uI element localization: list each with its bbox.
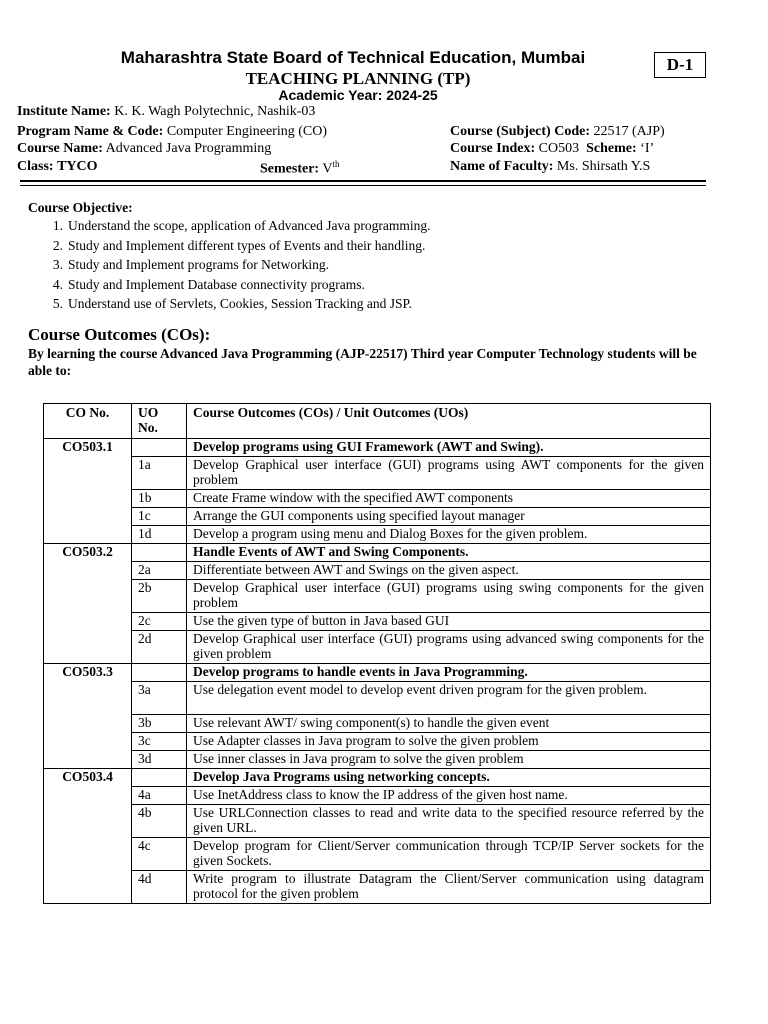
course-code-label: Course (Subject) Code: [450, 124, 590, 139]
semester-line [260, 159, 339, 178]
course-name-line [17, 141, 271, 157]
board-name: Maharashtra State Board of Technical Education, Mumbai [120, 48, 586, 67]
uo-text: Use URLConnection classes to read and write data to the specified resource referred by the given URL. [187, 805, 711, 838]
document-title: TEACHING PLANNING (TP) [245, 69, 471, 88]
header-divider-thin [20, 185, 706, 186]
co-number: CO503.4 [44, 769, 132, 904]
uo-number: 2d [132, 631, 187, 664]
uo-text: Develop Graphical user interface (GUI) programs using swing components for the given problem [187, 580, 711, 613]
uo-row [44, 613, 711, 631]
uo-number: 4d [132, 871, 187, 904]
uo-number: 4c [132, 838, 187, 871]
uo-text: Arrange the GUI components using specified layout manager [187, 508, 711, 526]
faculty-line [450, 159, 650, 175]
co-number: CO503.2 [44, 544, 132, 664]
uo-row [44, 526, 711, 544]
outcomes-table [43, 403, 711, 904]
objective-text: Study and Implement programs for Networking. [68, 257, 329, 272]
co-row [44, 769, 711, 787]
uo-row [44, 580, 711, 613]
uo-number: 3b [132, 715, 187, 733]
uo-number: 2a [132, 562, 187, 580]
faculty-value: Ms. Shirsath Y.S [556, 159, 651, 174]
co-number: CO503.1 [44, 439, 132, 544]
uo-row [44, 508, 711, 526]
objective-text: Study and Implement Database connectivity programs. [68, 276, 365, 292]
faculty-label: Name of Faculty: [450, 159, 554, 174]
course-index-line [450, 141, 654, 157]
course-index-label: Course Index: [450, 141, 536, 156]
course-name-value: Advanced Java Programming [105, 141, 272, 156]
uo-row [44, 631, 711, 664]
document-id-box: D-1 [654, 52, 706, 78]
program-line [17, 124, 327, 140]
objective-item: 2. Study and Implement different types of Events and their handling. [52, 237, 426, 253]
objective-text: Understand use of Servlets, Cookies, Session Tracking and JSP. [68, 296, 412, 311]
uo-text: Differentiate between AWT and Swings on the given aspect. [187, 562, 711, 580]
uo-number: 2b [132, 580, 187, 613]
objective-text: Understand the scope, application of Advanced Java programming. [68, 218, 431, 233]
objective-item: 4. Study and Implement Database connectivity programs. [52, 276, 365, 292]
outcomes-intro: By learning the course Advanced Java Programming (AJP-22517) Third year Computer Technology students will be able to: [28, 346, 697, 378]
institute-value: K. K. Wagh Polytechnic, Nashik-03 [114, 104, 316, 119]
course-code-value: 22517 (AJP) [593, 124, 665, 139]
table-header-row [44, 404, 711, 439]
uo-number: 3d [132, 751, 187, 769]
uo-row [44, 457, 711, 490]
col-uo-no: UO No. [132, 404, 187, 439]
uo-number: 2c [132, 613, 187, 631]
semester-value: V [322, 161, 333, 177]
header-divider-thick [20, 180, 706, 182]
co-row [44, 439, 711, 457]
uo-text: Develop a program using menu and Dialog Boxes for the given problem. [187, 526, 711, 544]
co-row [44, 544, 711, 562]
uo-number: 4b [132, 805, 187, 838]
institute-line [17, 104, 315, 120]
uo-number: 1d [132, 526, 187, 544]
academic-year: Academic Year: 2024-25 [278, 87, 438, 103]
uo-row [44, 751, 711, 769]
uo-number: 1b [132, 490, 187, 508]
program-value: Computer Engineering (CO) [166, 124, 327, 139]
uo-text: Use the given type of button in Java based GUI [187, 613, 711, 631]
co-title: Develop Java Programs using networking concepts. [187, 769, 711, 787]
uo-number: 3a [132, 682, 187, 715]
uo-row [44, 562, 711, 580]
uo-row [44, 682, 711, 715]
uo-row [44, 787, 711, 805]
institute-label: Institute Name: [17, 104, 111, 119]
uo-number: 1c [132, 508, 187, 526]
class-value: TYCO [57, 159, 98, 174]
col-outcome: Course Outcomes (COs) / Unit Outcomes (UOs) [187, 404, 711, 439]
uo-number: 3c [132, 733, 187, 751]
semester-sup: th [332, 159, 340, 169]
co-number: CO503.3 [44, 664, 132, 769]
uo-row [44, 805, 711, 838]
uo-text: Use relevant AWT/ swing component(s) to handle the given event [187, 715, 711, 733]
uo-number: 1a [132, 457, 187, 490]
objective-item: 1. Understand the scope, application of Advanced Java programming. [52, 218, 431, 233]
co-row [44, 664, 711, 682]
col-co-no: CO No. [44, 404, 132, 439]
co-title: Develop programs to handle events in Java Programming. [187, 664, 711, 682]
objective-text: Study and Implement different types of Events and their handling. [68, 237, 426, 253]
uo-row [44, 871, 711, 904]
uo-text: Develop Graphical user interface (GUI) programs using AWT components for the given problem [187, 457, 711, 490]
objective-item: 3. Study and Implement programs for Networking. [52, 257, 329, 272]
uo-text: Use InetAddress class to know the IP address of the given host name. [187, 787, 711, 805]
uo-text: Develop Graphical user interface (GUI) programs using advanced swing components for the given problem [187, 631, 711, 664]
scheme-label: Scheme: [586, 141, 637, 156]
uo-row [44, 490, 711, 508]
course-name-label: Course Name: [17, 141, 103, 156]
objective-item: 5. Understand use of Servlets, Cookies, Session Tracking and JSP. [52, 296, 412, 311]
uo-text: Use inner classes in Java program to solve the given problem [187, 751, 711, 769]
course-code-line [450, 124, 665, 140]
outcomes-title: Course Outcomes (COs): [28, 325, 211, 344]
uo-text: Use delegation event model to develop event driven program for the given problem. [187, 682, 711, 715]
uo-number: 4a [132, 787, 187, 805]
objectives-title: Course Objective: [28, 200, 133, 215]
co-title: Develop programs using GUI Framework (AWT and Swing). [187, 439, 711, 457]
objectives-list [28, 216, 431, 314]
uo-text: Develop program for Client/Server communication through TCP/IP Server sockets for the given Sockets. [187, 838, 711, 871]
class-line [17, 159, 98, 175]
co-title: Handle Events of AWT and Swing Components. [187, 544, 711, 562]
class-label: Class: [17, 159, 54, 174]
uo-text: Write program to illustrate Datagram the Client/Server communication using datagram protocol for the given problem [187, 871, 711, 904]
course-index-value: CO503 [538, 141, 580, 156]
semester-label: Semester: [260, 161, 320, 177]
uo-text: Use Adapter classes in Java program to solve the given problem [187, 733, 711, 751]
uo-row [44, 838, 711, 871]
scheme-value: ‘I’ [640, 141, 655, 156]
program-label: Program Name & Code: [17, 124, 164, 139]
uo-row [44, 733, 711, 751]
uo-text: Create Frame window with the specified AWT components [187, 490, 711, 508]
uo-row [44, 715, 711, 733]
